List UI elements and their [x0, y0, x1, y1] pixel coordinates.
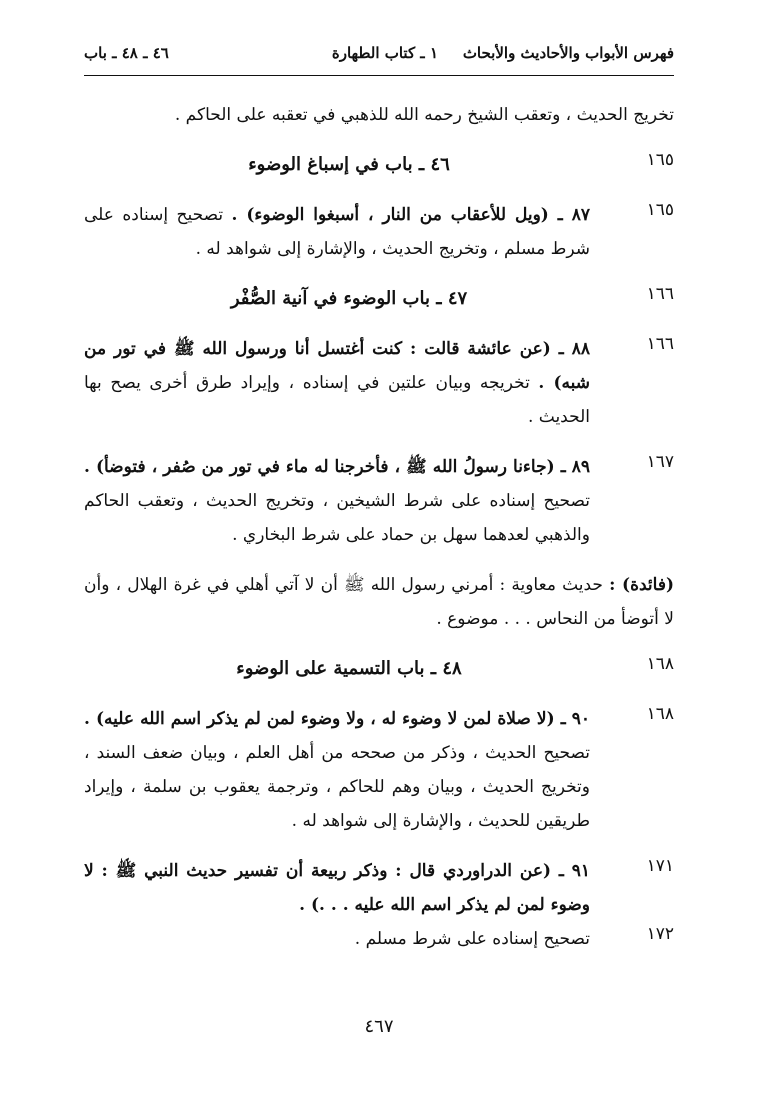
- entry-description: تخريجه وبيان علتين في إسناده ، وإيراد طرق أخرى يصح بها الحديث .: [84, 373, 590, 427]
- page-number: ١٦٦: [646, 334, 674, 354]
- page-number: ١٧١: [646, 856, 674, 876]
- hadith-entry-87: [84, 198, 674, 266]
- hadith-entry-89: [84, 450, 674, 552]
- entry-description: تصحيح إسناده على شرط الشيخين ، وتخريج الحديث ، وتعقب الحاكم والذهبي لعدهما سهل بن حماد على شرط البخاري .: [84, 491, 590, 545]
- hadith-text: ٨٨ ـ (عن عائشة قالت : كنت أغتسل أنا ورسول الله ﷺ في تور من شبه) .: [84, 339, 590, 393]
- entry-continuation: [84, 98, 674, 132]
- hadith-entry-91: [84, 854, 674, 922]
- hadith-text: ٩١ ـ (عن الدراوردي قال : وذكر ربيعة أن تفسير حديث النبي ﷺ : لا وضوء لمن لم يذكر اسم الله عليه . . .) .: [84, 861, 590, 915]
- hadith-text: ٨٩ ـ (جاءنا رسولُ الله ﷺ ، فأخرجنا له ماء في تور من صُفر ، فتوضأ) .: [84, 457, 590, 477]
- header-chapter: ١ ـ كتاب الطهارة: [331, 44, 438, 62]
- entry-text: تخريج الحديث ، وتعقب الشيخ رحمه الله للذهبي في تعقبه على الحاكم .: [174, 105, 674, 125]
- benefit-note: [84, 568, 674, 636]
- page-number: ١٦٥: [646, 150, 674, 170]
- section-heading-47: [84, 282, 674, 316]
- header-section-range: ٤٦ ـ ٤٨ ـ باب: [84, 44, 169, 62]
- section-heading-48: [84, 652, 674, 686]
- page-number: ١٦٨: [646, 654, 674, 674]
- entry-text: تصحيح إسناده على شرط مسلم .: [354, 929, 590, 949]
- page-number: ١٦٥: [646, 200, 674, 220]
- entry-172: [84, 922, 674, 956]
- section-heading-46: [84, 148, 674, 182]
- index-content: [84, 98, 674, 956]
- entry-text: [84, 702, 590, 838]
- page-number: ١٦٨: [646, 704, 674, 724]
- entry-text: [84, 568, 674, 636]
- hadith-text: ٨٧ ـ (ويل للأعقاب من النار ، أسبغوا الوضوء) .: [231, 205, 590, 225]
- header-rule: [84, 75, 674, 76]
- entry-text: [84, 198, 590, 266]
- section-title: ٤٨ ـ باب التسمية على الوضوء: [236, 658, 462, 679]
- entry-description: تصحيح إسناده على شرط مسلم ، وتخريج الحديث ، والإشارة إلى شواهد له .: [84, 205, 590, 259]
- entry-text: [84, 450, 590, 552]
- hadith-entry-88: [84, 332, 674, 434]
- hadith-entry-90: [84, 702, 674, 838]
- page-footer-number: ٤٦٧: [364, 1016, 394, 1037]
- page-number: ١٧٢: [646, 924, 674, 944]
- entry-description: حديث معاوية : أمرني رسول الله ﷺ أن لا آتي أهلي في غرة الهلال ، وأن لا أتوضأ من النحاس . . . موضوع .: [84, 575, 674, 629]
- entry-description: تصحيح الحديث ، وذكر من صححه من أهل العلم ، وبيان ضعف السند ، وتخريج الحديث ، وبيان وهم للحاكم ، وترجمة يعقوب بن سلمة ، وإيراد طريقين للحديث ، والإشارة إلى شواهد له .: [84, 743, 590, 831]
- hadith-text: ٩٠ ـ (لا صلاة لمن لا وضوء له ، ولا وضوء لمن لم يذكر اسم الله عليه) .: [84, 709, 590, 729]
- entry-text: [84, 332, 590, 434]
- note-label: (فائدة) :: [609, 575, 674, 595]
- entry-text: [84, 854, 590, 922]
- section-title: ٤٦ ـ باب في إسباغ الوضوء: [248, 154, 450, 175]
- page-number: ١٦٦: [646, 284, 674, 304]
- page-number: ١٦٧: [646, 452, 674, 472]
- running-header: [84, 44, 674, 70]
- section-title: ٤٧ ـ باب الوضوء في آنية الصُّفْر: [230, 288, 468, 309]
- header-book-title: فهرس الأبواب والأحاديث والأبحاث: [462, 44, 674, 62]
